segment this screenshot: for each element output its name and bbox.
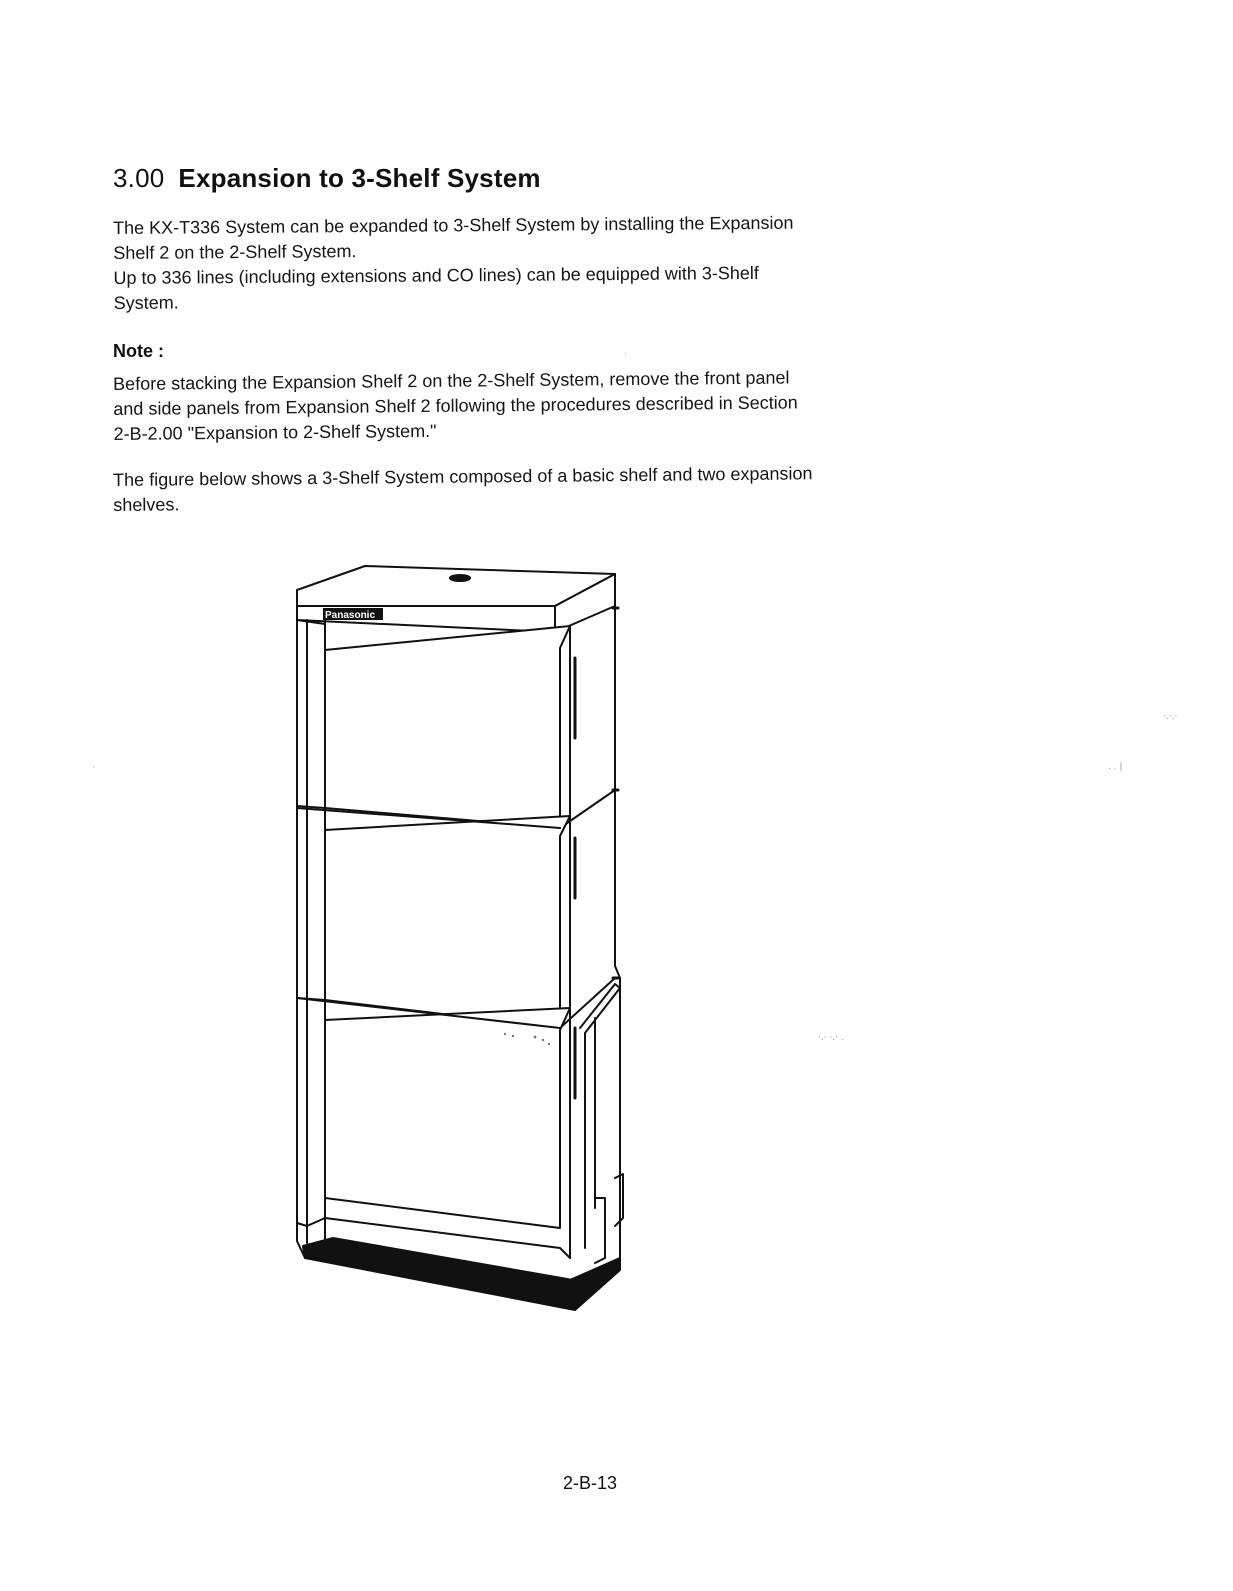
note-line: Before stacking the Expansion Shelf 2 on the 2-Shelf System, remove the front panel — [113, 367, 790, 394]
top-vent — [450, 575, 470, 581]
section-title: Expansion to 3-Shelf System — [178, 163, 541, 193]
intro-line: System. — [113, 292, 179, 313]
shelf-2-panel — [325, 816, 570, 1028]
figure-caption — [113, 461, 813, 518]
scan-speck: . . | — [1108, 762, 1123, 772]
caption-line: The figure below shows a 3-Shelf System composed of a basic shelf and two expansion — [113, 463, 813, 490]
intro-line: Up to 336 lines (including extensions and CO lines) can be equipped with 3-Shelf — [113, 262, 759, 288]
section-heading — [113, 163, 541, 194]
right-side — [615, 574, 620, 1258]
left-frame — [297, 590, 305, 1258]
scan-speck: · — [624, 350, 627, 360]
shelf-3-panel — [325, 1008, 570, 1228]
page-number: 2-B-13 — [562, 1473, 618, 1493]
scan-speck: ·.·.· — [1163, 712, 1178, 722]
note-line: 2-B-2.00 "Expansion to 2-Shelf System." — [113, 420, 437, 444]
note-heading: Note : — [113, 341, 164, 361]
caption-line: shelves. — [113, 494, 180, 515]
intro-line: The KX-T336 System can be expanded to 3-Shelf System by installing the Expansion — [113, 212, 794, 238]
note-paragraph — [113, 365, 798, 447]
section-number: 3.00 — [113, 163, 165, 193]
intro-paragraph — [113, 211, 794, 316]
scan-speck: ·.· ·.· . — [818, 1033, 844, 1043]
cabinet-illustration — [285, 558, 645, 1318]
shelf-1-panel — [325, 626, 570, 828]
brand-label: Panasonic — [325, 610, 376, 621]
scan-speck: · — [92, 763, 95, 773]
note-line: and side panels from Expansion Shelf 2 following the procedures described in Section — [113, 392, 798, 419]
intro-line: Shelf 2 on the 2-Shelf System. — [113, 241, 357, 263]
three-shelf-system-figure — [285, 558, 645, 1318]
floor-shadow — [303, 1238, 620, 1310]
rear-stand — [580, 984, 620, 1248]
